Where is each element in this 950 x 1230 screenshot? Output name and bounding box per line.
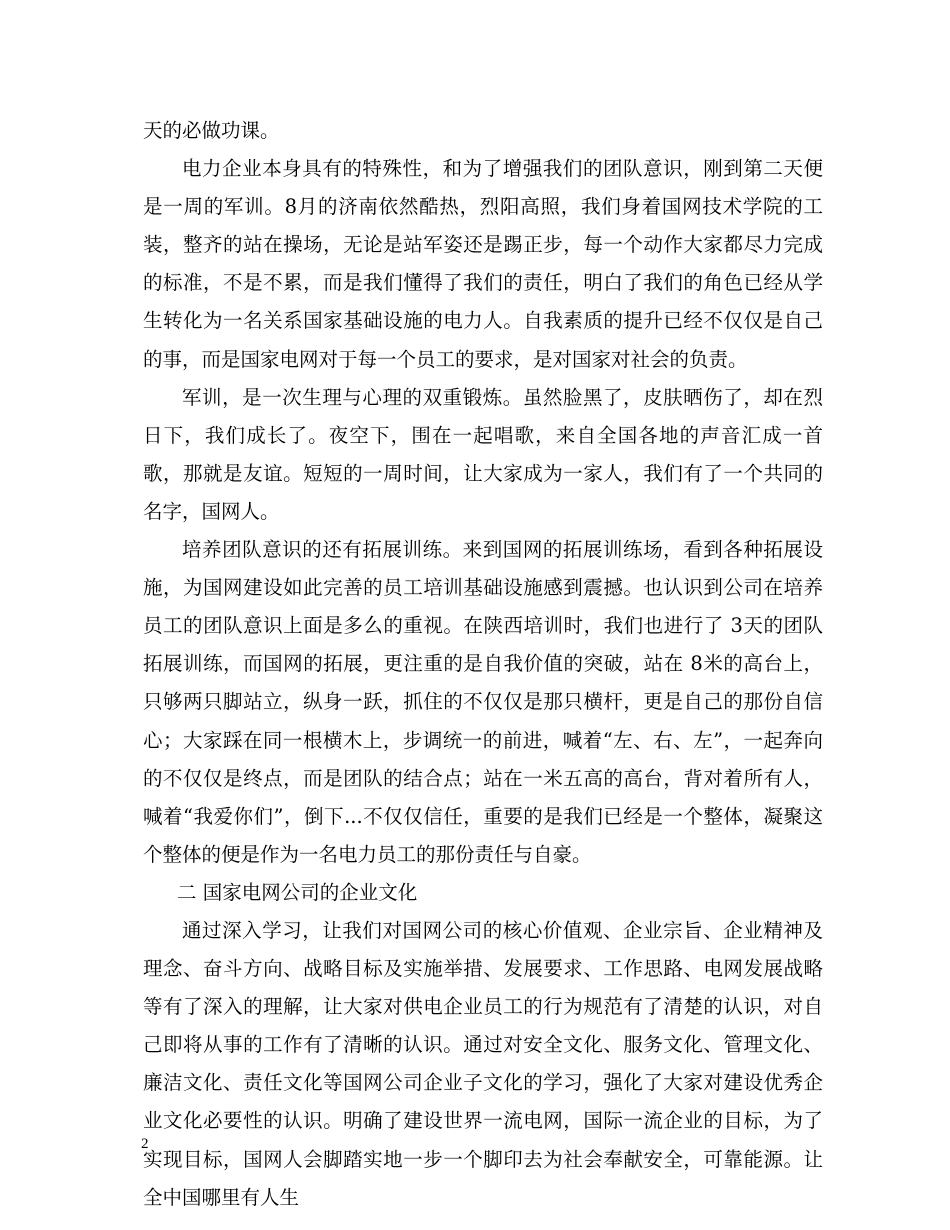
section-heading-corporate-culture: 二 国家电网公司的企业文化	[177, 880, 418, 904]
paragraph-military-training-growth: 军训，是一次生理与心理的双重锻炼。虽然脸黑了，皮肤晒伤了，却在烈日下，我们成长了。夜空下，围在一起唱歌，来自全国各地的声音汇成一首歌，那就是友谊。短短的一周时间，让大家成为一家人，我们有了一个共同的名字，国网人。	[143, 385, 823, 523]
paragraph-outreach-training: 培养团队意识的还有拓展训练。来到国网的拓展训练场，看到各种拓展设施，为国网建设如此完善的员工培训基础设施感到震撼。也认识到公司在培养员工的团队意识上面是多么的重视。在陕西培训时，我们也进行了 3天的团队拓展训练，而国网的拓展，更注重的是自我价值的突破，站在 8米的高台上，只够两只脚站立，纵身一跃，抓住的不仅仅是那只横杆，更是自己的那份自信心；大家踩在同一根横木上，步调统一的前进，喊着“左、右、左”，一起奔向的不仅仅是终点，而是团队的结合点；站在一米五高的高台，背对着所有人，喊着“我爱你们”，倒下...不仅仅信任，重要的是我们已经是一个整体，凝聚这个整体的便是作为一名电力员工的那份责任与自豪。	[143, 538, 823, 866]
document-body	[143, 112, 823, 1217]
paragraph-corporate-culture: 通过深入学习，让我们对国网公司的核心价值观、企业宗旨、企业精神及理念、奋斗方向、战略目标及实施举措、发展要求、工作思路、电网发展战略等有了深入的理解，让大家对供电企业员工的行为规范有了清楚的认识，对自己即将从事的工作有了清晰的认识。通过对安全文化、服务文化、管理文化、廉洁文化、责任文化等国网公司企业子文化的学习，强化了大家对建设优秀企业文化必要性的认识。明确了建设世界一流电网，国际一流企业的目标，为了实现目标，国网人会脚踏实地一步一个脚印去为社会奉献安全，可靠能源。让全中国哪里有人生	[143, 918, 823, 1209]
page-number: 2	[141, 1136, 149, 1152]
paragraph-military-training-intro: 电力企业本身具有的特殊性，和为了增强我们的团队意识，刚到第二天便是一周的军训。8月的济南依然酷热，烈阳高照，我们身着国网技术学院的工装，整齐的站在操场，无论是站军姿还是踢正步，每一个动作大家都尽力完成的标准，不是不累，而是我们懂得了我们的责任，明白了我们的角色已经从学生转化为一名关系国家基础设施的电力人。自我素质的提升已经不仅仅是自己的事，而是国家电网对于每一个员工的要求，是对国家对社会的负责。	[143, 157, 823, 371]
paragraph-continuation: 天的必做功课。	[143, 119, 280, 142]
